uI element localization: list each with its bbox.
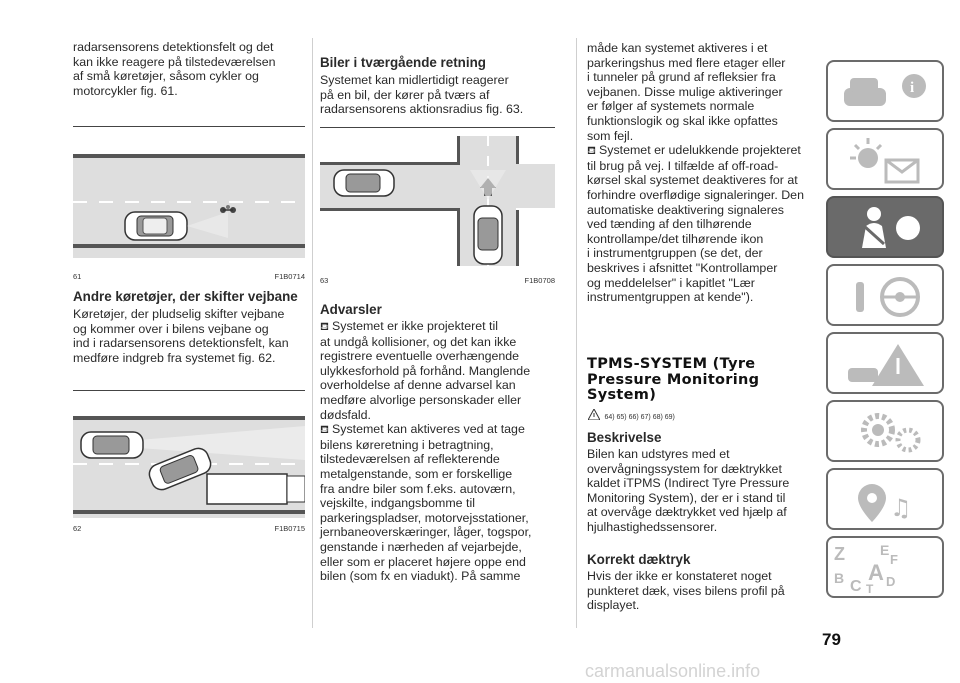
navigation-music-icon: [828, 470, 946, 532]
divider: [320, 127, 555, 128]
car-warning-icon: ⛾: [320, 424, 329, 437]
fig63-number: 63: [320, 276, 329, 285]
car-warning-icon: ⛾: [320, 321, 329, 333]
divider: [73, 390, 305, 391]
svg-text:♫: ♫: [890, 494, 912, 522]
tpms-heading: TPMS-SYSTEM (Tyre Pressure Monitoring System): [587, 356, 760, 403]
figure-62: [73, 414, 305, 520]
car-figure-62-own: [81, 432, 143, 458]
col2-heading: Biler i tværgående retning: [320, 55, 486, 70]
steering-tab[interactable]: [826, 264, 944, 326]
steering-wheel-icon: [828, 266, 946, 328]
figure-63: [320, 136, 555, 266]
correct-pressure-heading: Korrekt dæktryk: [587, 552, 691, 567]
car-warning-icon: ⛾: [587, 145, 596, 158]
warning-tab[interactable]: [826, 332, 944, 394]
fig62-number: 62: [73, 524, 82, 533]
accident-warning-icon: [828, 334, 946, 396]
index-tab[interactable]: [826, 536, 944, 598]
lights-mail-icon: [828, 130, 946, 192]
crossing-car-figure-63: [334, 170, 394, 196]
warning-1: ⛾ Systemet er ikke projekteret til at undgå kollisioner, og det kan ikke registrere eventuelle overhængende ulykkesforhold på forhånd. Manglende overholdelse af denne advarsel kan medføre alvorlige personskader eller dødsfald. ⛾ Systemet kan aktiveres ved at tage bilens køreretning i betragtning, tilstedeværelsen af reflekterende metalgenstande, som er forskellige fra andre biler som f.eks. autoværn, vejskilte, indgangsbomme til parkeringspladser, motorvejsstationer, jernbaneoverskæringer, låger, togspor, genstande i nærheden af vejarbejde, eller som er placeret højere oppe end bilen (som fx en viadukt). På samme: [320, 319, 532, 584]
correct-pressure-body: Hvis der ikke er konstateret noget punkteret dæk, vises bilens profil på displayet.: [587, 569, 785, 613]
description-body: Bilen kan udstyres med et overvågningssystem for dæktrykket kaldet iTPMS (Indirect Tyre Pressure Monitoring System), der er i stand til at overvåge dæktrykket ved hjælp af hjulhastighedssensorer.: [587, 447, 790, 534]
col1-intro: radarsensorens detektionsfelt og det kan ikke reagere på tilstedeværelsen af små køretøjer, såsom cykler og motorcykler fig. 61.: [73, 40, 276, 98]
col3-continuation: måde kan systemet aktiveres i et parkeringshus med flere etager eller i tunneler på grund af refleksier fra vejbanen. Disse mulige aktiveringer er følger af systemets normale funktionslogik og skal ikke opfattes som fejl. ⛾ Systemet er udelukkende projekteret til brug på vej. I tilfælde af off-road- kørsel skal systemet deaktiveres for at forhindre overflødige signaleringer. Den automatiske deaktivering signaleres ved tænding af den tilhørende kontrollampe/det tilhørende ikon i instrumentgruppen (se det, der beskrives i afsnittet "Kontrollamper og meddelelser" i kapitlet "Lær instrumentgruppen at kende").: [587, 41, 804, 305]
watermark: carmanualsonline.info: [585, 661, 761, 681]
fig61-code: F1B0714: [274, 272, 305, 281]
car-info-icon: [828, 62, 946, 124]
col1-body: Køretøjer, der pludselig skifter vejbane og kommer over i bilens vejbane og ind i radarsensorens detektionsfelt, kan medføre indgreb fra systemet fig. 62.: [73, 307, 289, 365]
fig61-number: 61: [73, 272, 82, 281]
index-letters: Z E B A C T D F: [834, 542, 898, 596]
column-separator: [312, 38, 313, 628]
warning-refs: 64) 65) 66) 67) 68) 69): [588, 406, 675, 424]
truck-figure-62: [207, 474, 305, 504]
col2-intro: Systemet kan midlertidigt reagerer på en bil, der kører på tværs af radarsensorens aktionsradius fig. 63.: [320, 73, 524, 117]
warning-triangle-icon: [588, 409, 600, 420]
warnings-heading: Advarsler: [320, 302, 382, 317]
divider: [73, 126, 305, 127]
fig63-code: F1B0708: [524, 276, 555, 285]
gears-icon: [828, 402, 946, 464]
car-info-tab[interactable]: [826, 60, 944, 122]
page-number: 79: [822, 630, 841, 649]
figure-61: [73, 150, 305, 268]
col1-heading: Andre køretøjer, der skifter vejbane: [73, 289, 298, 304]
car-figure-61: [125, 212, 187, 240]
gears-tab[interactable]: [826, 400, 944, 462]
description-heading: Beskrivelse: [587, 430, 662, 445]
navigation-tab[interactable]: [826, 468, 944, 530]
own-car-figure-63: [474, 206, 502, 264]
lights-mail-tab[interactable]: [826, 128, 944, 190]
svg-text:i: i: [910, 80, 915, 96]
fig62-code: F1B0715: [274, 524, 305, 533]
column-separator: [576, 38, 577, 628]
seatbelt-airbag-icon: [828, 198, 946, 260]
safety-tab[interactable]: [826, 196, 944, 258]
